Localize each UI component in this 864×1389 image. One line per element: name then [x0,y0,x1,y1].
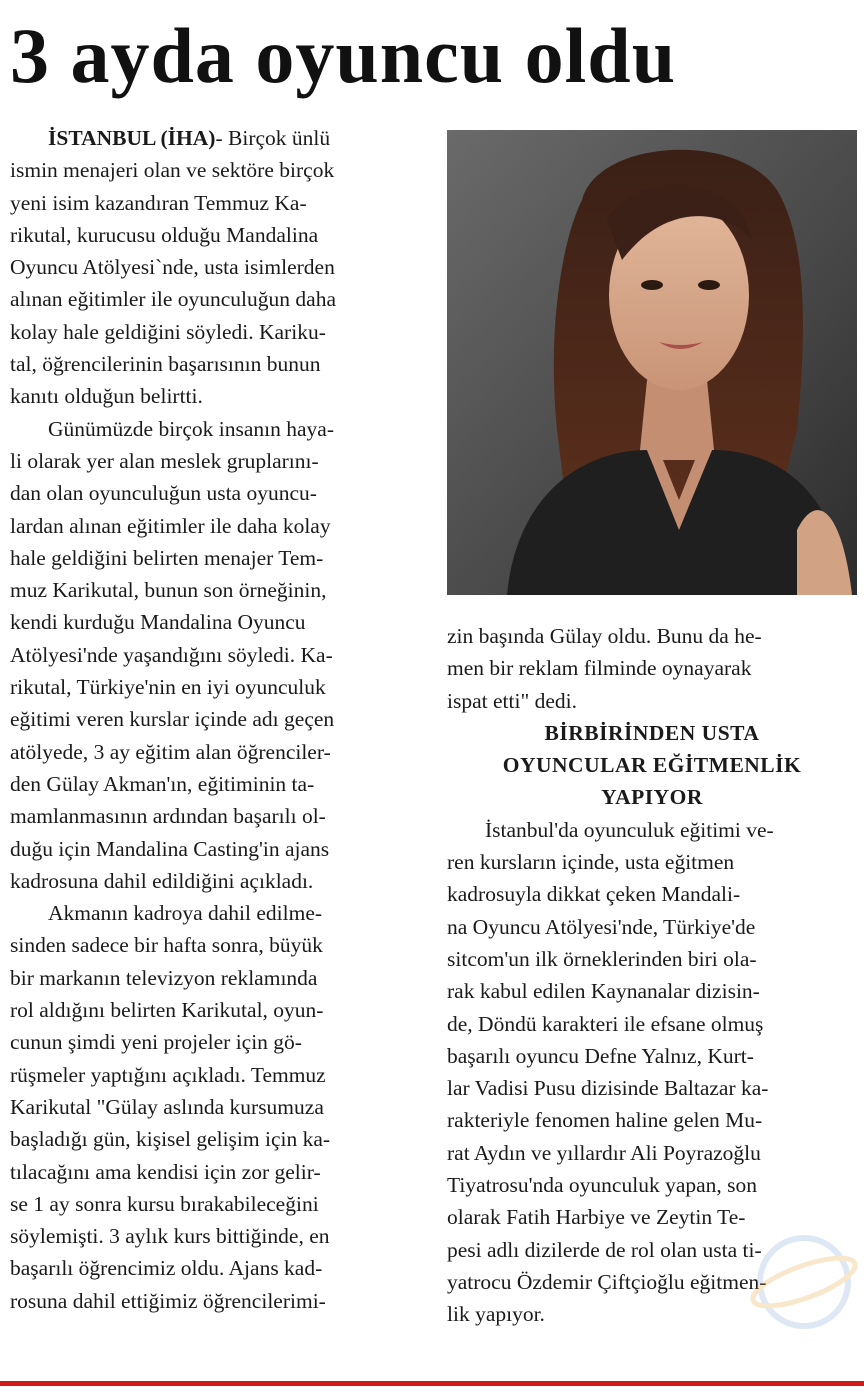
article-line: na Oyuncu Atölyesi'nde, Türkiye'de [447,914,756,939]
article-line: rikutal, Türkiye'nin en iyi oyunculuk [10,675,326,700]
article-line: dan olan oyunculuğun usta oyuncu- [10,481,317,506]
globe-watermark-icon [748,1222,860,1342]
article-line: Atölyesi'nde yaşandığını söyledi. Ka- [10,642,333,667]
article-line: alınan eğitimler ile oyunculuğun daha [10,287,336,312]
article-line: lar Vadisi Pusu dizisinde Baltazar ka- [447,1076,769,1101]
article-line: den Gülay Akman'ın, eğitiminin ta- [10,771,315,796]
article-line: rat Aydın ve yıllardır Ali Poyrazoğlu [447,1140,761,1165]
article-line: zin başında Gülay oldu. Bunu da he- [447,624,762,648]
article-line: rak kabul edilen Kaynanalar dizisin- [447,979,760,1004]
article-line: Karikutal "Gülay aslında kursumuza [10,1094,324,1119]
article-line: cunun şimdi yeni projeler için gö- [10,1030,302,1055]
article-line: ismin menajeri olan ve sektöre birçok [10,158,335,183]
article-line: pesi adlı dizilerde de rol olan usta ti- [447,1237,762,1262]
article-line: muz Karikutal, bunun son örneğinin, [10,578,327,603]
article-line: rikutal, kurucusu olduğu Mandalina [10,222,319,247]
article-line: kadrosuna dahil edildiğini açıkladı. [10,868,314,893]
article-line: se 1 ay sonra kursu bırakabileceğini [10,1191,319,1216]
article-line: ren kursların içinde, usta eğitmen [447,850,735,875]
article-line: hale geldiğini belirten menajer Tem- [10,545,324,570]
article-line: başladığı gün, kişisel gelişim için ka- [10,1127,331,1152]
portrait-photo [447,130,857,595]
article-line: sitcom'un ilk örneklerinden biri ola- [447,946,757,971]
article-line: tılacağını ama kendisi için zor gelir- [10,1159,321,1184]
article-line: rüşmeler yaptığını açıkladı. Temmuz [10,1062,326,1087]
article-line: rakteriyle fenomen haline gelen Mu- [447,1108,763,1133]
article-line: tal, öğrencilerinin başarısının bunun [10,352,321,377]
article-line: sinden sadece bir hafta sonra, büyük [10,933,323,958]
article-line: rosuna dahil ettiğimiz öğrencilerimi- [10,1288,326,1313]
article-line: mamlanmasının ardından başarılı ol- [10,804,326,829]
article-line: kadrosuyla dikkat çeken Mandali- [447,882,741,907]
article-line: Akmanın kadroya dahil edilme- [48,901,323,926]
article-line: İstanbul'da oyunculuk eğitimi ve- [485,817,774,842]
headline: 3 ayda oyuncu oldu [10,12,677,99]
article-line: rol aldığını belirten Karikutal, oyun- [10,998,324,1023]
article-line: İSTANBUL (İHA)- Birçok ünlü [48,126,331,150]
article-line: duğu için Mandalina Casting'in ajans [10,836,330,861]
article-line: başarılı oyuncu Defne Yalnız, Kurt- [447,1043,754,1068]
article-line: yatrocu Özdemir Çiftçioğlu eğitmen- [447,1269,767,1294]
article-line: Tiyatrosu'nda oyunculuk yapan, son [447,1173,758,1198]
subheading: YAPIYOR [601,785,703,810]
portrait-woman-icon [447,130,857,595]
bottom-rule [0,1381,864,1386]
article-line: kendi kurduğu Mandalina Oyuncu [10,610,306,635]
article-line: bir markanın televizyon reklamında [10,965,318,990]
article-line: olarak Fatih Harbiye ve Zeytin Te- [447,1205,746,1230]
article-line: kanıtı olduğun belirtti. [10,384,203,409]
article-line: lik yapıyor. [447,1302,545,1327]
subheading: BİRBİRİNDEN USTA [544,720,760,745]
article-line: men bir reklam filminde oynayarak [447,656,752,681]
subheading: OYUNCULAR EĞİTMENLİK [502,753,802,778]
article-line: Oyuncu Atölyesi`nde, usta isimlerden [10,255,335,280]
article-line: lardan alınan eğitimler ile daha kolay [10,513,331,538]
article-line: başarılı öğrencimiz oldu. Ajans kad- [10,1256,323,1281]
article-line: yeni isim kazandıran Temmuz Ka- [10,190,307,215]
article-line: söylemişti. 3 aylık kurs bittiğinde, en [10,1224,330,1249]
article-line: de, Döndü karakteri ile efsane olmuş [447,1011,764,1036]
left-column [10,122,418,1317]
dateline: İSTANBUL (İHA) [48,126,216,150]
article-line: li olarak yer alan meslek gruplarını- [10,448,319,473]
article-line: eğitimi veren kurslar içinde adı geçen [10,707,335,732]
article-line: atölyede, 3 ay eğitim alan öğrenciler- [10,739,331,764]
article-line: ispat etti" dedi. [447,688,577,713]
article-line: kolay hale geldiğini söyledi. Kariku- [10,319,326,344]
article-line: Günümüzde birçok insanın haya- [48,416,334,441]
